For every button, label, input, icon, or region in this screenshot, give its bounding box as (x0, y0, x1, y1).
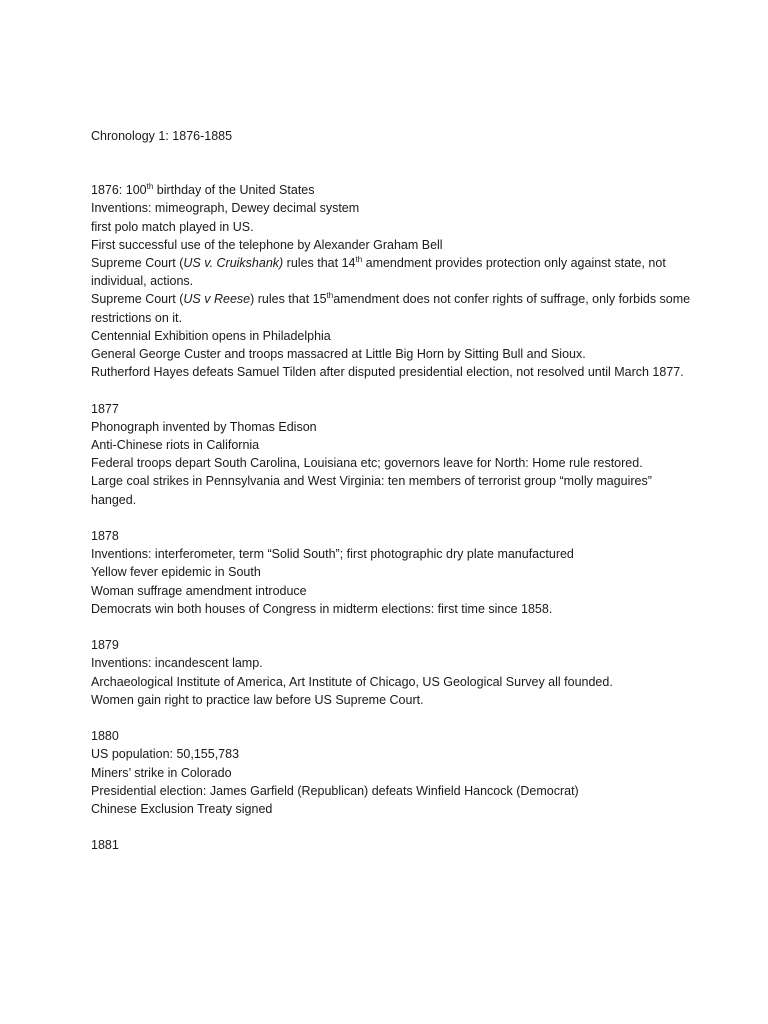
reese-case: US v Reese (183, 292, 251, 307)
cruikshank-case: US v. Cruikshank) (183, 256, 284, 271)
heading-1876-post: birthday of the United States (153, 183, 315, 198)
entry-1877-riots: Anti-Chinese riots in California (91, 438, 260, 453)
entry-1880-election: Presidential election: James Garfield (Republican) defeats Winfield Hancock (Democrat) (91, 783, 579, 798)
reese-sup: th (326, 291, 334, 301)
year-heading-1877: 1877 (91, 401, 119, 416)
entry-1876-telephone: First successful use of the telephone by Alexander Graham Bell (91, 237, 443, 252)
entry-1877-troops: Federal troops depart South Carolina, Louisiana etc; governors leave for North: Home rule restored. (91, 456, 643, 471)
document-body (91, 127, 691, 873)
section-1876 (91, 181, 691, 381)
year-heading-1878: 1878 (91, 529, 119, 544)
year-heading-1879: 1879 (91, 638, 119, 653)
entry-1880-miners: Miners’ strike in Colorado (91, 765, 232, 780)
cruikshank-sup: th (355, 254, 363, 264)
entry-1879-inventions: Inventions: incandescent lamp. (91, 656, 263, 671)
section-1878 (91, 527, 691, 618)
heading-1876-sup: th (146, 182, 154, 192)
reese-b: ) rules that 15 (250, 292, 327, 307)
entry-1876-centennial: Centennial Exhibition opens in Philadelphia (91, 328, 331, 343)
section-1881 (91, 836, 691, 854)
entry-1876-custer: General George Custer and troops massacred at Little Big Horn by Sitting Bull and Sioux. (91, 347, 586, 362)
heading-1876-pre: 1876: 100 (91, 183, 147, 198)
entry-1880-treaty: Chinese Exclusion Treaty signed (91, 802, 273, 817)
entry-1876-cruikshank (91, 254, 691, 290)
section-1880 (91, 727, 691, 818)
entry-1880-population: US population: 50,155,783 (91, 747, 240, 762)
entry-1878-fever: Yellow fever epidemic in South (91, 565, 261, 580)
section-1879 (91, 636, 691, 709)
reese-c: amendment does not confer rights of suffrage, only forbids some restrictions on it. (91, 292, 691, 325)
year-heading-1881: 1881 (91, 838, 119, 853)
entry-1879-women-law: Women gain right to practice law before US Supreme Court. (91, 692, 424, 707)
entry-1876-reese (91, 290, 691, 326)
entry-1878-inventions: Inventions: interferometer, term “Solid South”; first photographic dry plate manufactured (91, 547, 574, 562)
document-title: Chronology 1: 1876-1885 (91, 129, 233, 143)
entry-1877-phonograph: Phonograph invented by Thomas Edison (91, 419, 317, 434)
reese-a: Supreme Court ( (91, 292, 184, 307)
section-1877 (91, 400, 691, 509)
year-heading-1876 (91, 181, 691, 199)
entry-1879-institutes: Archaeological Institute of America, Art Institute of Chicago, US Geological Survey all founded. (91, 674, 613, 689)
entry-1877-strikes: Large coal strikes in Pennsylvania and West Virginia: ten members of terrorist group “molly maguires” hanged. (91, 474, 652, 507)
entry-1878-suffrage: Woman suffrage amendment introduce (91, 583, 307, 598)
cruikshank-b: rules that 14 (283, 256, 356, 271)
entry-1876-inventions: Inventions: mimeograph, Dewey decimal system (91, 201, 360, 216)
cruikshank-c: amendment provides protection only against state, not individual, actions. (91, 256, 666, 289)
year-heading-1880: 1880 (91, 729, 119, 744)
entry-1876-polo: first polo match played in US. (91, 219, 254, 234)
entry-1878-democrats: Democrats win both houses of Congress in midterm elections: first time since 1858. (91, 601, 553, 616)
cruikshank-a: Supreme Court ( (91, 256, 184, 271)
entry-1876-election: Rutherford Hayes defeats Samuel Tilden after disputed presidential election, not resolved until March 1877. (91, 365, 684, 380)
